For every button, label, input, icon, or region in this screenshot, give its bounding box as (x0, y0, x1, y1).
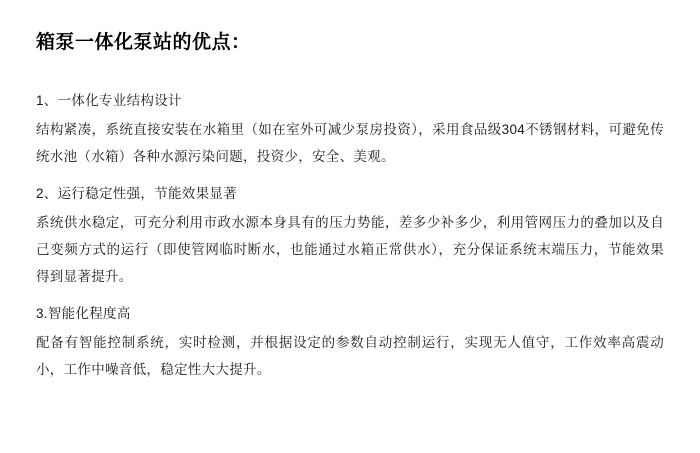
page-title: 箱泵一体化泵站的优点： (36, 32, 251, 53)
section-body-2: 系统供水稳定，可充分利用市政水源本身具有的压力势能，差多少补多少，利用管网压力的叠加以及自己变频方式的运行（即使管网临时断水，也能通过水箱正常供水），充分保证系统末端压力，节能效果得到显著提升。 (36, 214, 664, 284)
section-heading-3: 3.智能化程度高 (36, 305, 131, 321)
section-heading-1: 1、一体化专业结构设计 (36, 92, 182, 108)
section-body-1: 结构紧凑，系统直接安装在水箱里（如在室外可减少泵房投资），采用食品级304不锈钢材料，可避免传统水池（水箱）各种水源污染问题，投资少，安全、美观。 (36, 121, 664, 164)
section-body-3: 配备有智能控制系统，实时检测，并根据设定的参数自动控制运行，实现无人值守，工作效率高震动小，工作中噪音低，稳定性大大提升。 (36, 334, 664, 377)
section-heading-2: 2、运行稳定性强，节能效果显著 (36, 185, 238, 201)
